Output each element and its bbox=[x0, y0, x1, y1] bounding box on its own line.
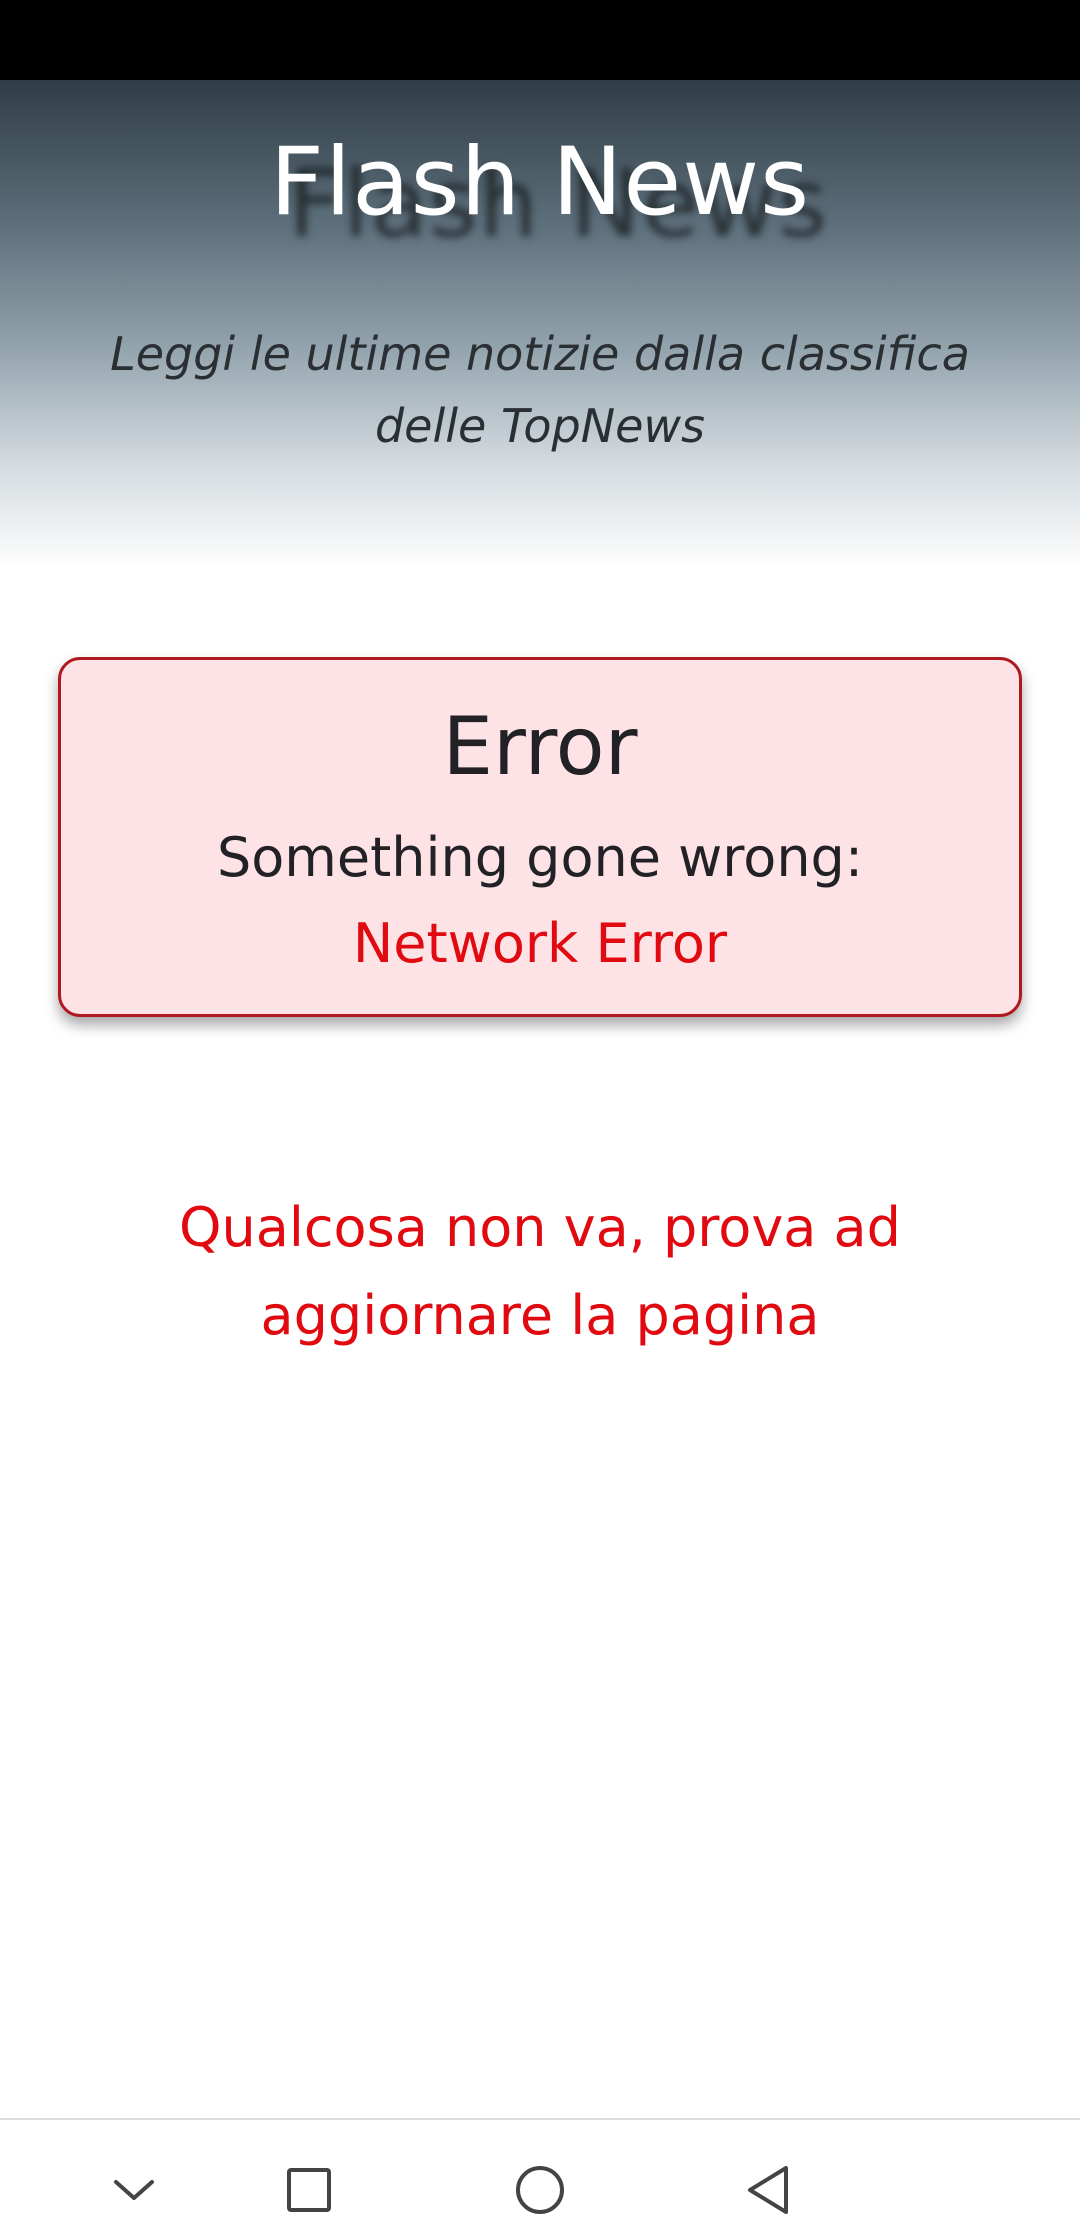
chevron-down-icon bbox=[112, 2176, 156, 2204]
nav-back-button[interactable] bbox=[718, 2140, 818, 2240]
app-title: Flash News bbox=[269, 128, 811, 237]
triangle-back-icon bbox=[744, 2164, 792, 2216]
nav-recents-button[interactable] bbox=[259, 2140, 359, 2240]
nav-collapse-button[interactable] bbox=[84, 2140, 184, 2240]
error-card bbox=[58, 657, 1022, 1017]
refresh-message: Qualcosa non va, prova ad aggiornare la pagina bbox=[179, 1196, 901, 1347]
nav-home-button[interactable] bbox=[490, 2140, 590, 2240]
square-icon bbox=[286, 2167, 332, 2213]
app-subtitle: Leggi le ultime notizie dalla classifica delle TopNews bbox=[110, 327, 970, 453]
circle-icon bbox=[514, 2164, 566, 2216]
error-detail: Network Error bbox=[352, 912, 728, 975]
status-bar bbox=[0, 0, 1080, 80]
system-nav-bar bbox=[0, 2118, 1080, 2240]
error-title: Error bbox=[442, 700, 638, 793]
error-description: Something gone wrong: bbox=[216, 826, 864, 889]
